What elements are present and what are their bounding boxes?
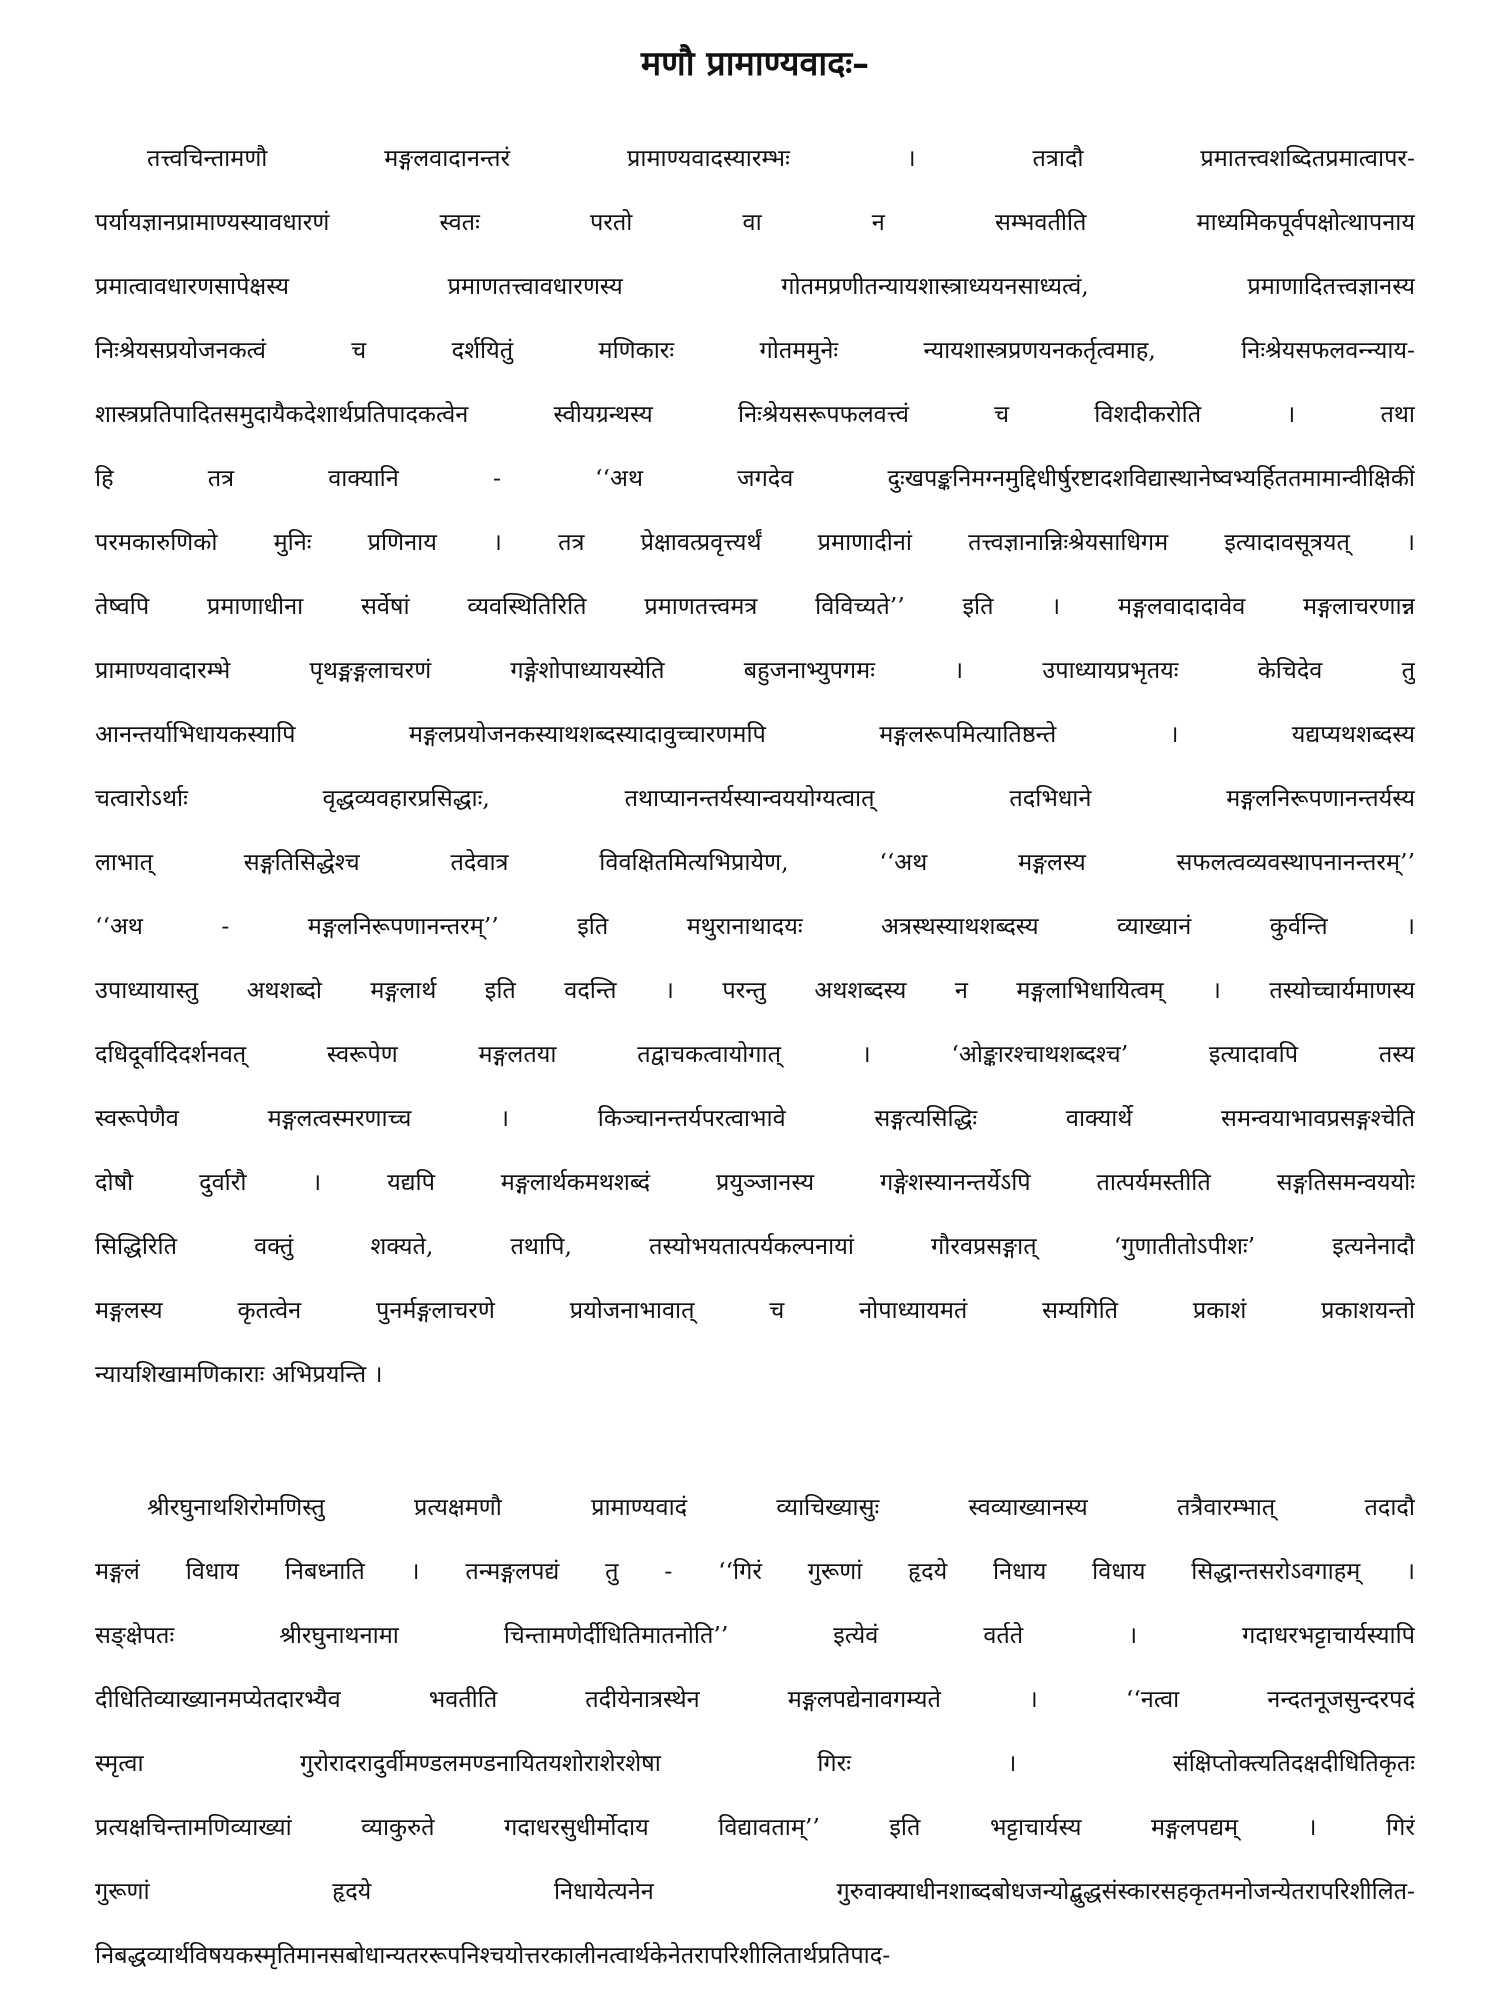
document-page bbox=[95, 0, 1415, 2000]
text-line: स्मृत्वा गुरोरादरादुर्वीमण्डलमण्डनायितयशोराशेरशेषा गिरः । संक्षिप्तोक्त्यतिदक्षदीधितिकृतः bbox=[95, 1749, 1415, 1777]
text-line: श्रीरघुनाथशिरोमणिस्तु प्रत्यक्षमणौ प्रामाण्यवादं व्याचिख्यासुः स्वव्याख्यानस्य तत्रैवारम्भात् तदादौ bbox=[147, 1493, 1415, 1521]
text-line: निबद्धव्यार्थविषयकस्मृतिमानसबोधान्यतररूपनिश्चयोत्तरकालीनत्वार्थकेनेतरापरिशीलितार्थप्रतिपाद- bbox=[95, 1941, 891, 1969]
text-line: सङ्क्षेपतः श्रीरघुनाथनामा चिन्तामणेर्दीधितिमातनोति’’ इत्येवं वर्तते । गदाधरभट्टाचार्यस्यापि bbox=[95, 1621, 1415, 1649]
text-line: पर्यायज्ञानप्रामाण्यस्यावधारणं स्वतः परतो वा न सम्भवतीति माध्यमिकपूर्वपक्षोत्थापनाय bbox=[95, 208, 1415, 236]
text-line: स्वरूपेणैव मङ्गलत्वस्मरणाच्च । किञ्चानन्तर्यपरत्वाभावे सङ्गत्यसिद्धिः वाक्यार्थे समन्वयाभावप्रसङ्गश्चेति bbox=[95, 1104, 1415, 1132]
page-title: मणौ प्रामाण्यवादः– bbox=[640, 44, 870, 84]
text-line: तेष्वपि प्रमाणाधीना सर्वेषां व्यवस्थितिरिति प्रमाणतत्त्वमत्र विविच्यते’’ इति । मङ्गलवादादावेव मङ्गलाचरणान्न bbox=[95, 592, 1415, 620]
text-line: मङ्गलस्य कृतत्वेन पुनर्मङ्गलाचरणे प्रयोजनाभावात् च नोपाध्यायमतं सम्यगिति प्रकाशं प्रकाशयन्तो bbox=[95, 1296, 1415, 1324]
text-line: सिद्धिरिति वक्तुं शक्यते, तथापि, तस्योभयतात्पर्यकल्पनायां गौरवप्रसङ्गात् ‘गुणातीतोऽपीशः’ इत्यनेनादौ bbox=[95, 1232, 1415, 1260]
text-line: दीधितिव्याख्यानमप्येतदारभ्यैव भवतीति तदीयेनात्रस्थेन मङ्गलपद्येनावगम्यते । ‘‘नत्वा नन्दतनूजसुन्दरपदं bbox=[95, 1685, 1415, 1713]
paragraph-raghunatha-didhiti bbox=[95, 1475, 1415, 1987]
text-line: हि तत्र वाक्यानि - ‘‘अथ जगदेव दुःखपङ्कनिमग्नमुद्दिधीर्षुरष्टादशविद्यास्थानेष्वभ्यर्हिततमामान्वीक्षिकीं bbox=[95, 464, 1415, 492]
text-line: ‘‘अथ - मङ्गलनिरूपणानन्तरम्’’ इति मथुरानाथादयः अत्रस्थस्याथशब्दस्य व्याख्यानं कुर्वन्ति । bbox=[95, 912, 1415, 940]
text-line: तत्त्वचिन्तामणौ मङ्गलवादानन्तरं प्रामाण्यवादस्यारम्भः । तत्रादौ प्रमातत्त्वशब्दितप्रमात्वापर- bbox=[147, 144, 1415, 172]
text-line: न्यायशिखामणिकाराः अभिप्रयन्ति । bbox=[95, 1360, 383, 1388]
text-line: शास्त्रप्रतिपादितसमुदायैकदेशार्थप्रतिपादकत्वेन स्वीयग्रन्थस्य निःश्रेयसरूपफलवत्त्वं च विशदीकरोति । तथा bbox=[95, 400, 1415, 428]
text-line: निःश्रेयसप्रयोजनकत्वं च दर्शयितुं मणिकारः गोतममुनेः न्यायशास्त्रप्रणयनकर्तृत्वमाह, निःश्रेयसफलवन्न्याय- bbox=[95, 336, 1415, 364]
paragraph-pramanyavada-intro bbox=[95, 126, 1415, 1406]
text-line: उपाध्यायास्तु अथशब्दो मङ्गलार्थ इति वदन्ति । परन्तु अथशब्दस्य न मङ्गलाभिधायित्वम् । तस्योच्चार्यमाणस्य bbox=[95, 976, 1415, 1004]
text-line: आनन्तर्याभिधायकस्यापि मङ्गलप्रयोजनकस्याथशब्दस्यादावुच्चारणमपि मङ्गलरूपमित्यातिष्ठन्ते । यद्यप्यथशब्दस्य bbox=[95, 720, 1415, 748]
text-line: गुरूणां हृदये निधायेत्यनेन गुरुवाक्याधीनशाब्दबोधजन्योद्बुद्धसंस्कारसहकृतमनोजन्येतरापरिशीलित- bbox=[95, 1877, 1415, 1905]
text-line: मङ्गलं विधाय निबध्नाति । तन्मङ्गलपद्यं तु - ‘‘गिरं गुरूणां हृदये निधाय विधाय सिद्धान्तसरोऽवगाहम् । bbox=[95, 1557, 1415, 1585]
text-line: दोषौ दुर्वारौ । यद्यपि मङ्गलार्थकमथशब्दं प्रयुञ्जानस्य गङ्गेशस्यानन्तर्येऽपि तात्पर्यमस्तीति सङ्गतिसमन्वययोः bbox=[95, 1168, 1415, 1196]
text-line: दधिदूर्वादिदर्शनवत् स्वरूपेण मङ्गलतया तद्वाचकत्वायोगात् । ‘ओङ्कारश्चाथशब्दश्च’ इत्यादावपि तस्य bbox=[95, 1040, 1415, 1068]
text-line: चत्वारोऽर्थाः वृद्धव्यवहारप्रसिद्धाः, तथाप्यानन्तर्यस्यान्वययोग्यत्वात् तदभिधाने मङ्गलनिरूपणानन्तर्यस्य bbox=[95, 784, 1415, 812]
text-line: परमकारुणिको मुनिः प्रणिनाय । तत्र प्रेक्षावत्प्रवृत्त्यर्थं प्रमाणादीनां तत्त्वज्ञानान्निःश्रेयसाधिगम इत्यादावसूत्रयत् । bbox=[95, 528, 1415, 556]
text-line: प्रत्यक्षचिन्तामणिव्याख्यां व्याकुरुते गदाधरसुधीर्मोदाय विद्यावताम्’’ इति भट्टाचार्यस्य मङ्गलपद्यम् । गिरं bbox=[95, 1813, 1415, 1841]
text-line: लाभात् सङ्गतिसिद्धेश्च तदेवात्र विवक्षितमित्यभिप्रायेण, ‘‘अथ मङ्गलस्य सफलत्वव्यवस्थापनानन्तरम्’’ bbox=[95, 848, 1415, 876]
text-line: प्रमात्वावधारणसापेक्षस्य प्रमाणतत्त्वावधारणस्य गोतमप्रणीतन्यायशास्त्राध्ययनसाध्यत्वं, प्रमाणादितत्त्वज्ञानस्य bbox=[95, 272, 1415, 300]
text-line: प्रामाण्यवादारम्भे पृथङ्मङ्गलाचरणं गङ्गेशोपाध्यायस्येति बहुजनाभ्युपगमः । उपाध्यायप्रभृतयः केचिदेव तु bbox=[95, 656, 1415, 684]
